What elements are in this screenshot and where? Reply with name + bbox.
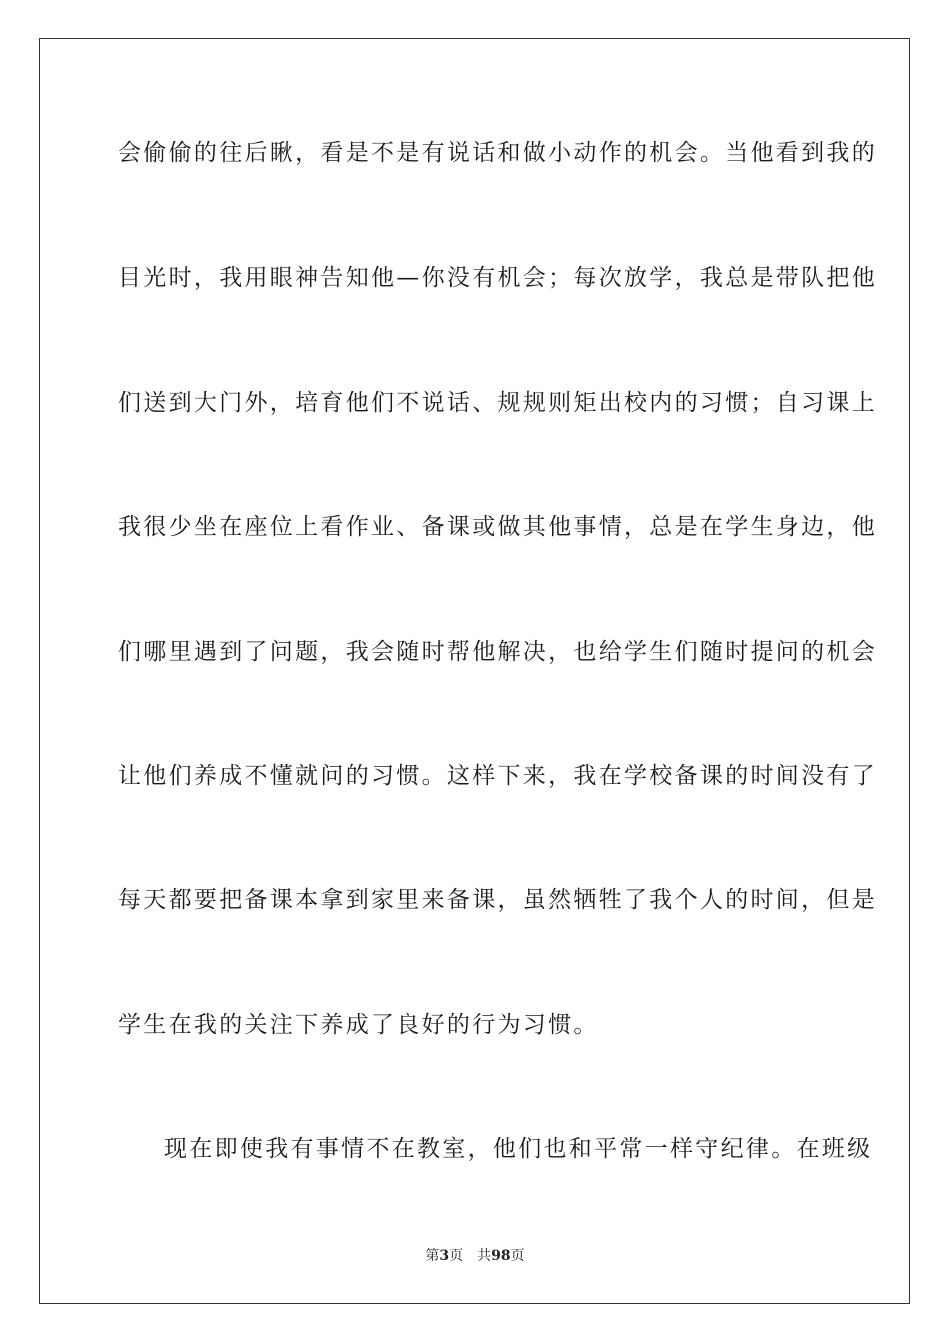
footer-total-suffix: 页 bbox=[510, 1248, 525, 1264]
body-text-line-7: 每天都要把备课本拿到家里来备课，虽然牺牲了我个人的时间，但是 bbox=[118, 887, 877, 913]
footer-total-prefix: 共 bbox=[477, 1248, 492, 1264]
footer-page-number: 3 bbox=[439, 1248, 450, 1264]
body-text-line-5: 们哪里遇到了问题，我会随时帮他解决，也给学生们随时提问的机会 bbox=[118, 639, 877, 665]
body-text-line-8: 学生在我的关注下养成了良好的行为习惯。 bbox=[118, 1012, 599, 1038]
body-text-line-2: 目光时，我用眼神告知他—你没有机会；每次放学，我总是带队把他 bbox=[118, 265, 877, 291]
page-footer bbox=[0, 1246, 950, 1266]
body-text-line-3: 们送到大门外，培育他们不说话、规规则矩出校内的习惯；自习课上 bbox=[118, 390, 877, 416]
body-text-line-9: 现在即使我有事情不在教室，他们也和平常一样守纪律。在班级 bbox=[164, 1136, 873, 1162]
page-border bbox=[39, 38, 910, 1304]
body-text-line-1: 会偷偷的往后瞅，看是不是有说话和做小动作的机会。当他看到我的 bbox=[118, 140, 877, 166]
body-text-line-4: 我很少坐在座位上看作业、备课或做其他事情，总是在学生身边，他 bbox=[118, 514, 877, 540]
footer-total-pages: 98 bbox=[491, 1248, 511, 1264]
footer-page-prefix: 第 bbox=[425, 1248, 440, 1264]
footer-page-suffix: 页 bbox=[449, 1248, 464, 1264]
body-text-line-6: 让他们养成不懂就问的习惯。这样下来，我在学校备课的时间没有了 bbox=[118, 763, 877, 789]
